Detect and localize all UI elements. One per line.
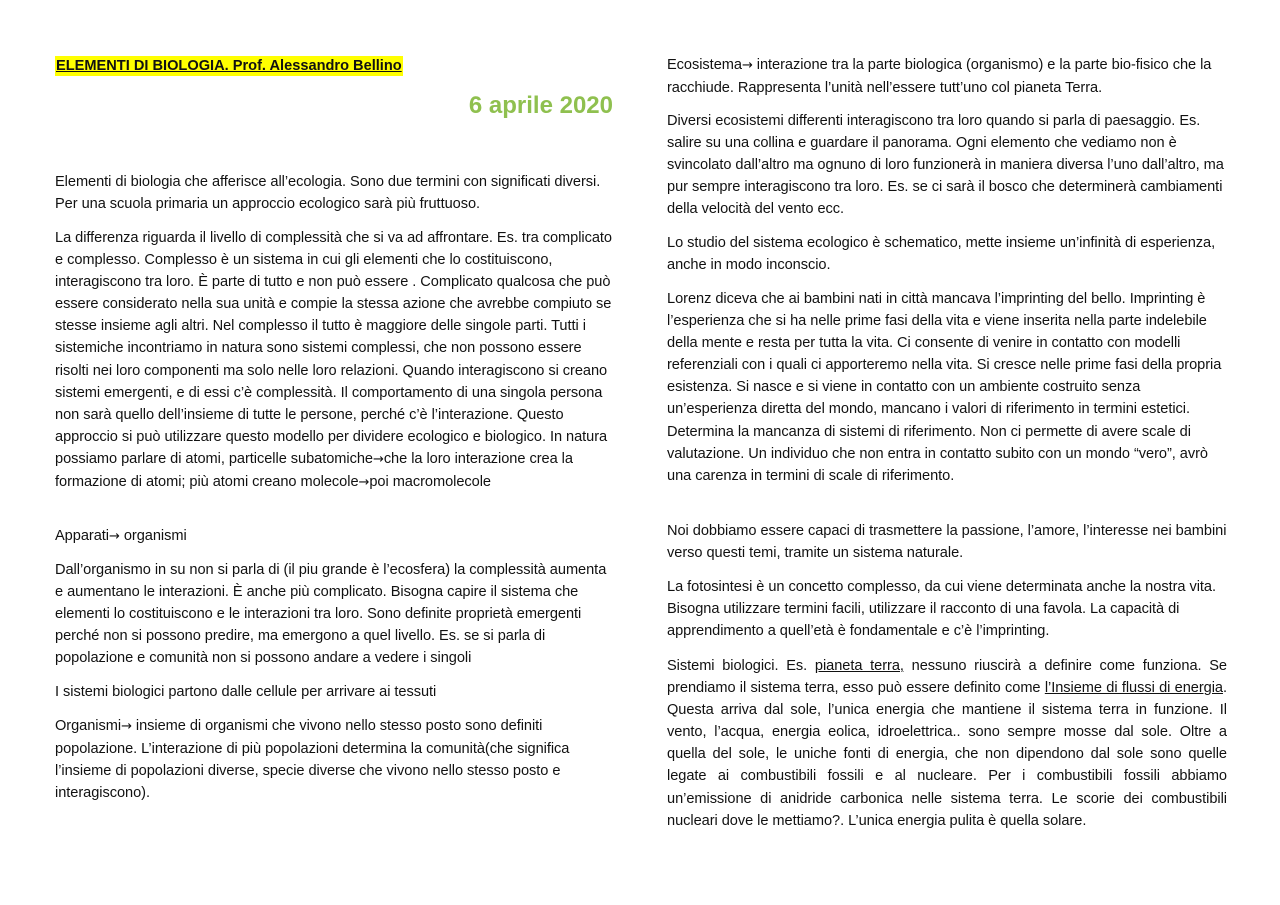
- paragraph-sistemi-energia: [667, 655, 1227, 832]
- paragraph-apparati: [55, 525, 613, 548]
- text-segment: Apparati: [55, 528, 109, 544]
- text-segment: Sistemi biologici. Es.: [667, 658, 815, 674]
- text-segment: Ecosistema: [667, 57, 742, 73]
- paragraph-passione: Noi dobbiamo essere capaci di trasmettere la passione, l’amore, l’interesse nei bambini verso questi temi, tramite un sistema naturale.: [667, 523, 1227, 562]
- text-segment: organismi: [119, 528, 187, 544]
- text-segment: Organismi: [55, 718, 122, 734]
- paragraph-sistemi-biologici: I sistemi biologici partono dalle cellule per arrivare ai tessuti: [55, 684, 437, 700]
- paragraph-sistema-ecologico: Lo studio del sistema ecologico è schematico, mette insieme un’infinità di esperienza, anche in modo inconscio.: [667, 235, 1216, 274]
- underlined-term: l’Insieme di flussi di energia: [1044, 680, 1223, 697]
- document-title: ELEMENTI DI BIOLOGIA. Prof. Alessandro Bellino: [56, 58, 402, 74]
- paragraph-complessita: [55, 227, 613, 494]
- text-segment: . Questa arriva dal sole, l’unica energia che mantiene il sistema terra in funzione. Il vento, l’acqua, energia eolica, idroelettrica.. sono sempre mosse dal sole. Oltre a quella del sole, le uniche fonti di energia, che non dipendono dal sole sono quelle legate ai combustibili fossili e al nucleare. Per i combustibili fossili abbiamo un’emissione di anidride carbonica nelle sistema terra. Le scorie dei combustibili nucleari dove le mettiamo?. L’unica energia pulita è quella solare.: [667, 680, 1227, 829]
- paragraph-organismo: Dall’organismo in su non si parla di (il piu grande è l’ecosfera) la complessità aumenta e aumentano le interazioni. È anche più complicato. Bisogna capire il sistema che elementi lo costituiscono e le interazioni tra loro. Sono definite proprietà emergenti perché non si possono predire, ma emergono a quel livello. Es. se si parla di popolazione e comunità non si possono andare a vedere i singoli: [55, 562, 607, 667]
- text-segment: che la loro interazione crea la formazione di atomi; più atomi creano molecole: [55, 450, 573, 491]
- text-segment: insieme di organismi che vivono nello stesso posto sono definiti popolazione. L’interazione di più popolazioni determina la comunità(che significa l’insieme di popolazioni diverse, specie diverse che vivono nello stesso posto e interagiscono).: [55, 718, 570, 802]
- right-arrow-icon: →: [121, 719, 132, 734]
- text-segment: nessuno riuscirà a definire come funziona. Se prendiamo il sistema terra, esso può essere definito come: [667, 658, 1227, 697]
- paragraph-ecologia-intro: Elementi di biologia che afferisce all’ecologia. Sono due termini con significati diversi. Per una scuola primaria un approccio ecologico sarà più fruttuoso.: [55, 174, 601, 213]
- right-arrow-icon: →: [108, 529, 120, 544]
- right-arrow-icon: →: [358, 475, 370, 491]
- paragraph-ecosistema: [667, 54, 1227, 99]
- paragraph-paesaggio: Diversi ecosistemi differenti interagiscono tra loro quando si parla di paesaggio. Es. salire su una collina e guardare il panorama. Ogni elemento che vediamo non è svincolato dall’altro ma ognuno di loro funzionerà in maniera diversa l’uno dall’altro, ma pur sempre interagiscono tra loro. Es. se ci sarà il bosco che determinerà cambiamenti della velocità del vento ecc.: [667, 113, 1224, 218]
- right-arrow-icon: →: [372, 451, 384, 467]
- paragraph-fotosintesi: La fotosintesi è un concetto complesso, da cui viene determinata anche la nostra vita. Bisogna utilizzare termini facili, utilizzare il racconto di una favola. La capacità di apprendimento a quell’età è fondamentale e c’è l’imprinting.: [667, 579, 1216, 640]
- right-arrow-icon: →: [741, 58, 753, 73]
- text-segment: La differenza riguarda il livello di complessità che si va ad affrontare. Es. tra complicato e complesso. Complesso è un sistema in cui gli elementi che lo costituiscono, interagiscono tra loro. È parte di tutto e non può essere . Complicato qualcosa che può essere considerato nella sua unità e compie la stessa azione che avrebbe compiuto se stesse insieme agli altri. Nel complesso il tutto è maggiore delle singole parti. Tutti i sistemiche incontriamo in natura sono sistemi complessi, che non possono essere risolti nei loro componenti ma solo nelle loro relazioni. Quando interagiscono si creano sistemi emergenti, e di essi c’è complessità. Il comportamento di una singola persona non sarà quello dell’insieme di tutte le persone, perché c’è l’interazione. Questo approccio si può utilizzare questo modello per dividere ecologico e biologico. In natura possiamo parlare di atomi, particelle subatomiche: [55, 230, 613, 467]
- paragraph-popolazione: [55, 715, 613, 804]
- text-segment: interazione tra la parte biologica (organismo) e la parte bio-fisico che la racchiude. Rappresenta l’unità nell’essere tutt’uno col pianeta Terra.: [667, 57, 1212, 97]
- underlined-term: pianeta terra,: [814, 658, 904, 674]
- text-segment: poi macromolecole: [369, 474, 491, 491]
- paragraph-imprinting: Lorenz diceva che ai bambini nati in città mancava l’imprinting del bello. Imprinting è l’esperienza che si ha nelle prime fasi della vita e viene inserita nella parte indelebile della mente e resta per tutta la vita. Ci consente di venire in contatto con modelli referenziali con i quali ci apporteremo nella vita. Si cresce nelle prime fasi della propria esistenza. Si nasce e si viene in contatto con un ambiente costruito senza un’esperienza diretta del mondo, mancano i valori di riferimento in termini estetici. Determina la mancanza di sistemi di riferimento. Non ci permette di avere scale di valutazione. Un individuo che non entra in contatto subito con un mondo “vero”, avrò una carenza in termini di scale di riferimento.: [667, 291, 1222, 484]
- document-date: 6 aprile 2020: [468, 92, 613, 119]
